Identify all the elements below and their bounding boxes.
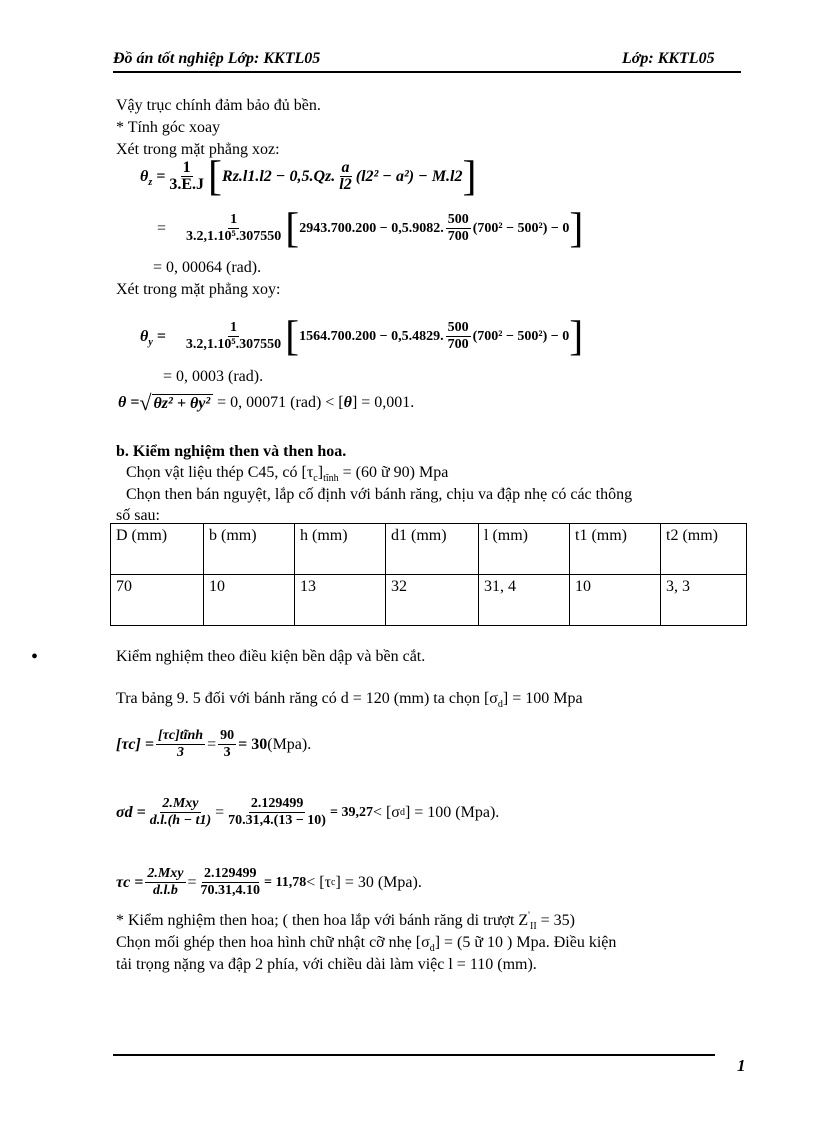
then-hoa-line: * Kiểm nghiệm then hoa; ( then hoa lắp với bánh răng di trượt $Z'_{II} = 35$)	[116, 910, 576, 933]
table-cell: 10	[204, 575, 295, 626]
sigma-d-equation: σd = $\frac{\text{2.Mxy}}{d.l.(h - t1)}$ = $\frac{2.129499}{70.31,4.(13 - 10)}$ = 39,27 < [σ d ] = 100 (Mpa).	[116, 796, 500, 828]
header-rule	[113, 71, 741, 73]
then-spec-table	[110, 523, 747, 626]
theta-z-tail: (l2² − a²) − M.l2	[355, 167, 463, 185]
text-line-3: Xét trong mặt phẳng xoz:	[116, 141, 280, 158]
section-b-heading: b. Kiểm nghiệm then và then hoa.	[116, 443, 347, 460]
chon-line-4: tải trọng nặng va đập 2 phía, với chiều dài làm việc l = 110 (mm).	[116, 956, 537, 973]
tauc-frac-1: $\frac{\text{[τc]tĩnh}}{3}$	[157, 728, 204, 760]
theta-z-frac: $\frac{1}{3.E.J}$	[169, 159, 205, 193]
bullet-text: Kiểm nghiệm theo điều kiện bền dập và bền cắt.	[116, 648, 426, 665]
table-header-cell: h (mm)	[295, 524, 386, 575]
footer-rule	[113, 1054, 715, 1056]
theta-y-result: = 0, 0003 (rad).	[163, 368, 264, 385]
header-left: Đồ án tốt nghiệp Lớp: KKTL05	[113, 50, 321, 67]
theta-z-numeric: = $\frac{1}{\text{3.2,1.10⁵.307550}}$ [ 2943.700.200 − 0,5.9082. $\frac{500}{700}$ (700² − 500²) − 0 ]	[157, 205, 584, 252]
table-row	[111, 575, 747, 626]
chon-line-2: Chọn then bán nguyệt, lắp cố định với bánh răng, chịu va đập nhẹ có các thông	[126, 486, 633, 503]
theta-y-500-700: $\frac{500}{700}$	[447, 320, 469, 352]
table-cell: 32	[386, 575, 479, 626]
theta-z-numeric-body: 2943.700.200 − 0,5.9082.	[299, 220, 444, 236]
table-header-cell: b (mm)	[204, 524, 295, 575]
tau-c-equation: τc = $\frac{\text{2.Mxy}}{d.l.b}$ = $\frac{2.129499}{70.31,4.10}$ = 11,78 < [τ c ] = 30 (Mpa).	[116, 866, 422, 898]
text-line-5: Xét trong mặt phẳng xoy:	[116, 281, 281, 298]
theta-y-body: 1564.700.200 − 0,5.4829.	[299, 328, 444, 344]
tauc-frac-2: $\frac{90}{3}$	[220, 728, 235, 760]
theta-z-result: = 0, 00064 (rad).	[153, 259, 262, 276]
theta-z-body: Rz.l1.l2 − 0,5.Qz.	[222, 167, 336, 185]
theta-z-a-l2: $\frac{a}{l2}$	[339, 159, 352, 193]
tau-frac-2: $\frac{2.129499}{70.31,4.10}$	[200, 866, 261, 898]
theta-sqrt: θz² + θy²	[152, 394, 214, 413]
chon-line-1: Chọn vật liệu thép C45, có $[\tau_c]_{tĩnh} = (60$ ữ 90) Mpa	[126, 464, 449, 485]
table-header-row	[111, 524, 747, 575]
tra-bang-line: Tra bảng 9. 5 đối với bánh răng có d = 120 (mm) ta chọn $[\sigma_d] = 100$ Mpa	[116, 690, 583, 711]
table-cell: 3, 3	[661, 575, 747, 626]
theta-y-equation: $\theta_y$ = $\frac{1}{\text{3.2,1.10⁵.307550}}$ [ 1564.700.200 − 0,5.4829. $\frac{500}{700}$ (700² − 500²) − 0 ]	[140, 313, 584, 360]
table-header-cell: l (mm)	[479, 524, 570, 575]
header-right: Lớp: KKTL05	[622, 50, 715, 67]
sigma-frac-1: $\frac{\text{2.Mxy}}{d.l.(h - t1)}$	[149, 796, 212, 828]
chon-line-3: Chọn mối ghép then hoa hình chữ nhật cỡ nhẹ $[\sigma_d] = (5$ ữ 10 ) Mpa. Điều kiện	[116, 934, 617, 955]
theta-z-numeric-frac: $\frac{1}{\text{3.2,1.10⁵.307550}}$	[186, 212, 282, 244]
theta-total-limit: ] = 0,001.	[351, 394, 415, 411]
theta-z-equation: $\theta_z$ = $\frac{1}{3.E.J}$ [ Rz.l1.l2 − 0,5.Qz. $\frac{a}{l2}$ (l2² − a²) − M.l2 ]	[140, 153, 477, 200]
tauc-equation: [τc] = $\frac{\text{[τc]tĩnh}}{3}$ = $\frac{90}{3}$ = 30 (Mpa).	[116, 728, 312, 760]
table-header-cell: d1 (mm)	[386, 524, 479, 575]
table-cell: 70	[111, 575, 204, 626]
theta-total: θ = √ θz² + θy² = 0, 00071 (rad) < [ θ ] = 0,001.	[118, 390, 415, 415]
theta-total-text: = 0, 00071 (rad) < [	[217, 394, 344, 411]
theta-z-symbol: $\theta_z$ =	[140, 167, 166, 188]
table-header-cell: D (mm)	[111, 524, 204, 575]
table-cell: 13	[295, 575, 386, 626]
page-number: 1	[737, 1056, 746, 1075]
theta-z-numeric-500-700: $\frac{500}{700}$	[447, 212, 469, 244]
table-cell: 10	[570, 575, 661, 626]
chon-line-2b: số sau:	[116, 507, 160, 524]
theta-z-numeric-end: (700² − 500²) − 0	[472, 220, 570, 236]
table-header-cell: t2 (mm)	[661, 524, 747, 575]
table-cell: 31, 4	[479, 575, 570, 626]
theta-y-end: (700² − 500²) − 0	[472, 328, 570, 344]
table-header-cell: t1 (mm)	[570, 524, 661, 575]
text-line-1: Vậy trục chính đảm bảo đủ bền.	[116, 97, 321, 114]
tau-frac-1: $\frac{\text{2.Mxy}}{d.l.b}$	[147, 866, 184, 898]
text-line-2: * Tính góc xoay	[116, 119, 221, 136]
bullet-icon: •	[31, 646, 39, 668]
theta-y-frac: $\frac{1}{\text{3.2,1.10⁵.307550}}$	[185, 320, 282, 352]
sigma-frac-2: $\frac{2.129499}{70.31,4.(13 - 10)}$	[228, 796, 326, 828]
